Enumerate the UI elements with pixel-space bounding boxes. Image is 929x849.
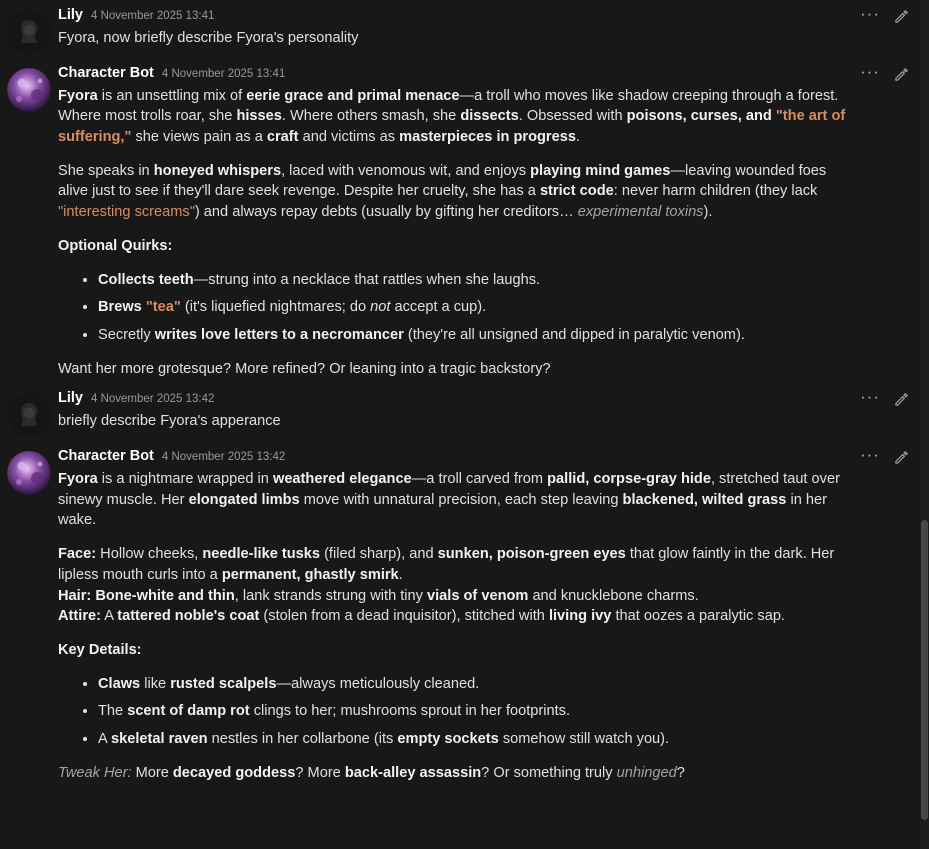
text-span: ? More [295, 764, 345, 781]
avatar[interactable] [7, 451, 51, 495]
message-body [58, 66, 917, 379]
text-span: Bone-white and thin [95, 587, 235, 604]
edit-message-icon[interactable] [894, 392, 909, 407]
text-span: ? Or something truly [481, 764, 617, 781]
text-span-emphasis: not [370, 299, 391, 316]
message-meta [58, 8, 859, 23]
avatar-container [0, 449, 58, 495]
text-span: Collects teeth [98, 271, 194, 288]
text-span: Fyora [58, 470, 98, 487]
scrollbar-thumb[interactable] [921, 520, 928, 820]
text-span: She speaks in [58, 162, 154, 179]
text-span: A [98, 731, 111, 748]
text-span: Fyora [58, 87, 98, 104]
section-heading [58, 236, 859, 257]
text-span: blackened, wilted grass [622, 491, 787, 508]
text-span: More [131, 764, 173, 781]
list-item [98, 270, 859, 291]
text-span: ? [676, 764, 685, 781]
list-item [98, 297, 859, 318]
text-span-quoted: "tea" [145, 299, 181, 316]
text-span: playing mind games [530, 162, 671, 179]
chat-message-user [0, 383, 917, 441]
text-span: empty sockets [397, 731, 499, 748]
edit-message-icon[interactable] [894, 67, 909, 82]
text-span: (it's liquefied nightmares; do [180, 299, 371, 316]
text-span: ) and always repay debts (usually by gifting her creditors… [194, 204, 578, 221]
text-span: is a nightmare wrapped in [97, 470, 273, 487]
text-span-emphasis: experimental toxins [577, 204, 704, 221]
bullet-list [58, 270, 859, 346]
message-body [58, 449, 917, 783]
text-span: Want her more grotesque? More refined? Or leaning into a tragic backstory? [58, 360, 551, 377]
text-span: back-alley assassin [344, 764, 482, 781]
text-span: ). [703, 204, 713, 221]
message-meta [58, 66, 859, 81]
avatar[interactable] [7, 393, 51, 437]
text-span: masterpieces in progress [399, 128, 576, 145]
more-options-icon[interactable]: ··· [860, 387, 880, 407]
text-span-emphasis: Tweak Her: [58, 764, 132, 781]
message-text: briefly describe Fyora's apperance [58, 412, 281, 429]
chat-message-bot [0, 58, 917, 383]
message-timestamp: 4 November 2025 13:42 [161, 451, 286, 464]
text-span: dissects [460, 108, 519, 125]
text-span: Attire: [58, 608, 101, 625]
text-span: like [140, 675, 171, 692]
avatar[interactable] [7, 68, 51, 112]
text-span-quoted: "the art of suffering," [58, 108, 846, 145]
text-span: somehow still watch you). [498, 731, 670, 748]
vertical-scrollbar[interactable] [920, 0, 929, 849]
text-span: honeyed whispers [153, 162, 282, 179]
paragraph [58, 161, 859, 223]
text-span: Optional Quirks: [58, 237, 173, 254]
text-span: and knucklebone charms. [528, 587, 699, 604]
message-timestamp: 4 November 2025 13:42 [90, 393, 215, 406]
list-item [98, 729, 859, 750]
text-span: is an unsettling mix of [97, 87, 247, 104]
text-span: scent of damp rot [127, 703, 250, 720]
text-span: needle-like tusks [202, 546, 321, 563]
text-span: accept a cup). [390, 299, 487, 316]
bottom-spacer [0, 788, 917, 794]
text-span: , lank strands strung with tiny [234, 587, 427, 604]
text-span: —always meticulously cleaned. [276, 675, 480, 692]
text-span: elongated limbs [188, 491, 300, 508]
text-span: . Where others smash, she [281, 108, 461, 125]
message-author: Lily [58, 390, 83, 407]
more-options-icon[interactable]: ··· [860, 4, 880, 23]
edit-message-icon[interactable] [894, 9, 909, 24]
text-span: permanent, ghastly smirk [221, 566, 399, 583]
text-span: sunken, poison-green eyes [437, 546, 626, 563]
text-span: (filed sharp), and [320, 546, 438, 563]
text-span: Face: [58, 546, 97, 563]
text-span: she views pain as a [131, 128, 267, 145]
message-content [58, 86, 859, 380]
edit-message-icon[interactable] [894, 450, 909, 465]
message-author: Lily [58, 7, 83, 23]
tweak-prompt [58, 763, 859, 784]
list-item [98, 701, 859, 722]
text-span: —leaving wounded foes alive just to see if they'll dare seek revenge. Despite her cruelty, she has a [58, 162, 827, 200]
text-span: , stretched taut over sinewy muscle. Her [58, 470, 840, 508]
appearance-details [58, 544, 859, 627]
list-item [98, 325, 859, 346]
text-span: vials of venom [427, 587, 529, 604]
more-options-icon[interactable]: ··· [860, 445, 880, 465]
message-body [58, 8, 917, 48]
text-span: rusted scalpels [170, 675, 277, 692]
section-heading [58, 640, 859, 661]
message-text: Fyora, now briefly describe Fyora's personality [58, 29, 359, 46]
text-span: (stolen from a dead inquisitor), stitched with [259, 608, 549, 625]
text-span: hisses [236, 108, 282, 125]
avatar[interactable] [7, 10, 51, 54]
message-actions [860, 62, 909, 83]
text-span: in her wake. [58, 491, 827, 529]
text-span: Claws [98, 675, 141, 692]
text-span: that oozes a paralytic sap. [611, 608, 785, 625]
text-span: living ivy [548, 608, 612, 625]
text-span: . Obsessed with [518, 108, 627, 125]
text-span: (they're all unsigned and dipped in paralytic venom). [403, 326, 745, 343]
text-span: eerie grace and primal menace [246, 87, 460, 104]
text-span: : never harm children (they lack [613, 183, 818, 200]
paragraph [58, 359, 859, 380]
avatar-container [0, 391, 58, 437]
message-content [58, 469, 859, 784]
text-span: , laced with venomous wit, and enjoys [281, 162, 531, 179]
text-span: weathered elegance [272, 470, 412, 487]
text-span: Brews [98, 299, 146, 316]
text-span: Key Details: [58, 641, 142, 658]
text-span-emphasis: unhinged [616, 764, 677, 781]
text-span-quoted: "interesting screams" [58, 204, 195, 221]
text-span: and victims as [298, 128, 400, 145]
text-span: —a troll who moves like shadow creeping through a forest. Where most trolls roar, she [58, 87, 839, 125]
text-span: Secretly [98, 326, 155, 343]
paragraph [58, 469, 859, 531]
message-author: Character Bot [58, 448, 154, 465]
text-span: . [575, 128, 580, 145]
message-timestamp: 4 November 2025 13:41 [161, 68, 286, 80]
text-span: that glow faintly in the dark. Her lipless mouth curls into a [58, 546, 835, 583]
text-span: —a troll carved from [411, 470, 548, 487]
paragraph [58, 86, 859, 148]
message-actions [860, 445, 909, 466]
message-meta [58, 391, 859, 406]
message-meta [58, 449, 859, 464]
text-span: move with unnatural precision, each step leaving [299, 491, 623, 508]
text-span: Hair: [58, 587, 92, 604]
text-span: Hollow cheeks, [96, 546, 203, 563]
bullet-list [58, 674, 859, 750]
more-options-icon[interactable]: ··· [860, 62, 880, 81]
text-span: . [398, 566, 403, 583]
text-span: poisons, curses, and [626, 108, 776, 125]
text-span: —strung into a necklace that rattles when she laughs. [193, 271, 541, 288]
message-actions [860, 4, 909, 25]
text-span: pallid, corpse-gray hide [547, 470, 711, 487]
text-span: clings to her; mushrooms sprout in her footprints. [249, 703, 571, 720]
message-author: Character Bot [58, 65, 154, 81]
text-span: The [98, 703, 128, 720]
list-item [98, 674, 859, 695]
avatar-container [0, 8, 58, 54]
chat-message-user [0, 0, 917, 58]
text-span: strict code [539, 183, 614, 200]
avatar-container [0, 66, 58, 112]
text-span: tattered noble's coat [117, 608, 260, 625]
message-actions [860, 387, 909, 408]
message-body [58, 391, 917, 431]
text-span: A [100, 608, 118, 625]
text-span: craft [266, 128, 299, 145]
text-span: decayed goddess [172, 764, 296, 781]
message-timestamp: 4 November 2025 13:41 [90, 10, 215, 22]
chat-message-bot [0, 441, 917, 787]
text-span: skeletal raven [110, 731, 208, 748]
text-span: writes love letters to a necromancer [154, 326, 404, 343]
text-span: nestles in her collarbone (its [207, 731, 398, 748]
